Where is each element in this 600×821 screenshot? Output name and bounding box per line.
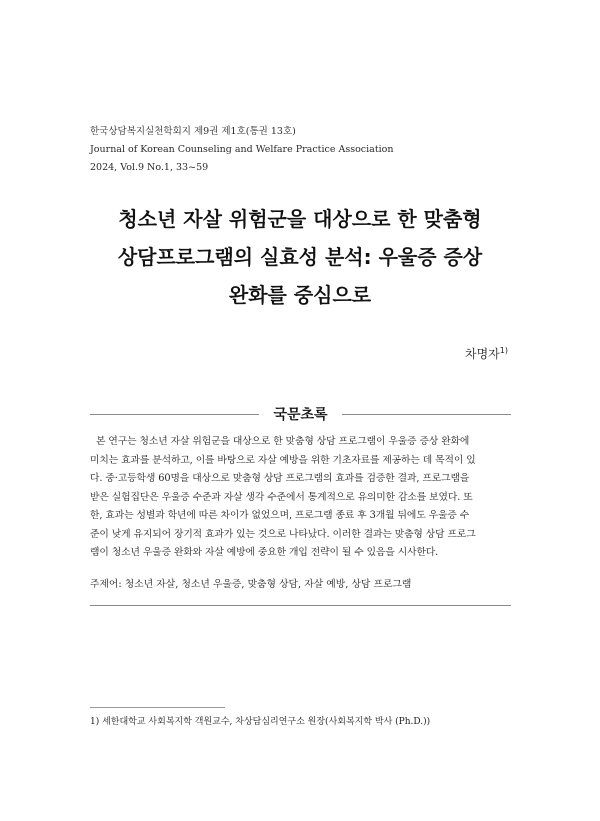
abstract-heading bbox=[90, 404, 511, 424]
title-line-2: 상담프로그램의 실효성 분석: 우울증 증상 bbox=[117, 245, 483, 269]
journal-header bbox=[90, 123, 530, 177]
abstract-body bbox=[90, 433, 511, 563]
abstract-line: 본 연구는 청소년 자살 위험군을 대상으로 한 맞춤형 상담 프로그램이 우울증 증상 완화에 bbox=[90, 436, 470, 447]
journal-name-korean: 한국상담복지실천학회지 제9권 제1호(통권 13호) bbox=[90, 126, 296, 137]
abstract-bottom-rule bbox=[90, 605, 511, 606]
abstract-line: 준이 낮게 유지되어 장기적 효과가 있는 것으로 나타났다. 이러한 결과는 맞춤형 상담 프로그 bbox=[90, 528, 476, 540]
heading-rule-right bbox=[342, 414, 511, 415]
journal-volume-info: 2024, Vol.9 No.1, 33~59 bbox=[90, 162, 209, 173]
journal-name-english: Journal of Korean Counseling and Welfare Practice Association bbox=[90, 144, 394, 155]
abstract-line: 램이 청소년 우울증 완화와 자살 예방에 중요한 개입 전략이 될 수 있음을 시사한다. bbox=[90, 547, 439, 558]
abstract-line: 받은 실험집단은 우울증 수준과 자살 생각 수준에서 통계적으로 유의미한 감소를 보였다. 또 bbox=[90, 491, 473, 503]
footnote-rule bbox=[90, 707, 225, 708]
author-name: 차명자 bbox=[465, 347, 500, 361]
footnote: 1) 세한대학교 사회복지학 객원교수, 차상담심리연구소 원장(사회복지학 박사 (Ph.D.)) bbox=[90, 717, 431, 727]
title-line-3: 완화를 중심으로 bbox=[228, 283, 372, 307]
paper-title bbox=[60, 200, 540, 314]
author bbox=[465, 345, 508, 362]
abstract-line: 미치는 효과를 분석하고, 이를 바탕으로 자살 예방을 위한 기초자료를 제공하는 데 목적이 있 bbox=[90, 454, 476, 466]
keywords: 주제어: 청소년 자살, 청소년 우울증, 맞춤형 상담, 자살 예방, 상담 프로그램 bbox=[90, 579, 412, 590]
abstract-line: 한, 효과는 성별과 학년에 따른 차이가 없었으며, 프로그램 종료 후 3개월 뒤에도 우울증 수 bbox=[90, 510, 470, 521]
author-footnote-mark: 1) bbox=[499, 346, 508, 355]
heading-rule-left bbox=[90, 414, 259, 415]
title-line-1: 청소년 자살 위험군을 대상으로 한 맞춤형 bbox=[118, 207, 482, 231]
abstract-line: 다. 중·고등학생 60명을 대상으로 맞춤형 상담 프로그램의 효과를 검증한 결과, 프로그램을 bbox=[90, 473, 470, 484]
abstract-heading-label: 국문초록 bbox=[273, 407, 328, 423]
